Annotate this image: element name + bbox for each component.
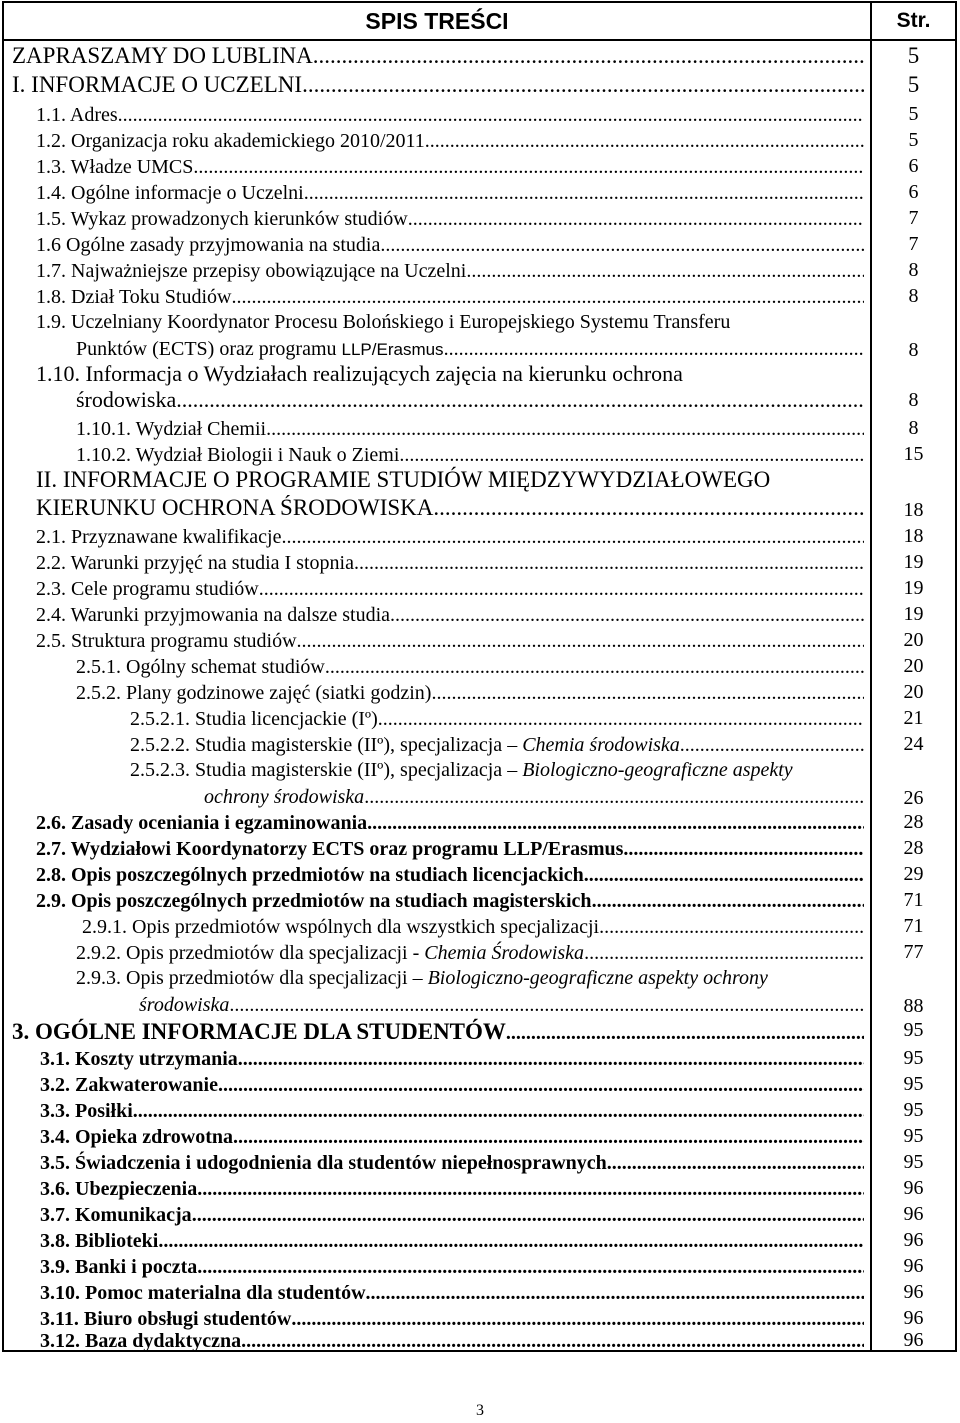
entry-title: 3.3. Posiłki — [40, 1100, 133, 1122]
entry-page: 15 — [903, 443, 924, 465]
entry-title-italic: Biologiczno-geograficzne aspekty — [522, 759, 793, 781]
entry-title: 3.12. Baza dydaktyczna — [40, 1330, 242, 1352]
entry-page: 6 — [908, 155, 919, 177]
toc-header — [4, 3, 955, 41]
entry-title: II. INFORMACJE O PROGRAMIE STUDIÓW MIĘDZYWYDZIAŁOWEGO — [36, 467, 771, 492]
entry-title: 2.5.2.3. Studia magisterskie (IIº), specjalizacja – — [130, 759, 523, 781]
entry-title: 3.9. Banki i poczta — [40, 1256, 198, 1278]
entry-page: 96 — [903, 1177, 924, 1199]
entry-title-cont: środowiska — [139, 994, 230, 1016]
entry-title: 2.7. Wydziałowi Koordynatorzy ECTS oraz programu LLP/Erasmus — [36, 838, 624, 860]
entry-page: 7 — [908, 233, 919, 255]
entry-page: 95 — [903, 1151, 924, 1173]
entry-title: 2.3. Cele programu studiów — [36, 578, 259, 600]
entry-page: 19 — [903, 577, 924, 599]
entry-page: 96 — [903, 1329, 924, 1351]
entry-title: 3.8. Biblioteki — [40, 1230, 159, 1252]
entry-title: 2.5.2. Plany godzinowe zajęć (siatki godzin) — [76, 682, 432, 704]
entry-title: 2.6. Zasady oceniania i egzaminowania — [36, 812, 368, 834]
entry-title: 1.6 Ogólne zasady przyjmowania na studia — [36, 234, 381, 256]
entry-title: 3.10. Pomoc materialna dla studentów — [40, 1282, 366, 1304]
entry-title: 2.5.2.1. Studia licencjackie (Iº) — [130, 708, 378, 730]
entry-page: 95 — [903, 1019, 924, 1041]
entry-title-italic: Chemia środowiska — [522, 734, 680, 756]
entry-page: 71 — [903, 889, 924, 911]
entry-title-italic: Chemia Środowiska — [424, 942, 585, 964]
entry-page: 7 — [908, 207, 919, 229]
entry-title: 1.3. Władze UMCS — [36, 156, 194, 178]
entry-title: 1.9. Uczelniany Koordynator Procesu Bolońskiego i Europejskiego Systemu Transferu — [36, 311, 731, 333]
entry-title: 1.7. Najważniejsze przepisy obowiązujące na Uczelni — [36, 260, 467, 282]
entry-page: 28 — [903, 837, 924, 859]
entry-title: 1.1. Adres — [36, 104, 118, 126]
entry-title: I. INFORMACJE O UCZELNI — [12, 72, 303, 97]
entry-title: 1.4. Ogólne informacje o Uczelni — [36, 182, 304, 204]
toc-title: SPIS TREŚCI — [365, 8, 509, 34]
entry-title: 3.6. Ubezpieczenia — [40, 1178, 198, 1200]
entry-title-italic: Biologiczno-geograficzne aspekty ochrony — [427, 967, 768, 989]
entry-title-cont: Punktów (ECTS) oraz programu — [76, 338, 342, 360]
entry-page: 5 — [907, 72, 920, 97]
entry-page: 96 — [903, 1229, 924, 1251]
entry-page: 88 — [903, 995, 924, 1017]
entry-page: 96 — [903, 1307, 924, 1329]
entry-title: 2.9.1. Opis przedmiotów wspólnych dla wszystkich specjalizacji — [82, 916, 600, 938]
entry-title: 2.9.3. Opis przedmiotów dla specjalizacji – — [76, 967, 428, 989]
entry-page: 8 — [908, 417, 919, 439]
entry-page: 8 — [908, 339, 919, 361]
entry-title: 3.2. Zakwaterowanie — [40, 1074, 218, 1096]
entry-title: 2.2. Warunki przyjęć na studia I stopnia — [36, 552, 354, 574]
page-number: 3 — [476, 1402, 484, 1419]
entry-title: 3.11. Biuro obsługi studentów — [40, 1308, 292, 1330]
entry-title: 2.5. Struktura programu studiów — [36, 630, 297, 652]
entry-title: 1.2. Organizacja roku akademickiego 2010/2011 — [36, 130, 425, 152]
entry-page: 8 — [908, 285, 919, 307]
entry-page: 6 — [908, 181, 919, 203]
entry-page: 20 — [903, 629, 924, 651]
entry-title: 2.8. Opis poszczególnych przedmiotów na studiach licencjackich — [36, 864, 584, 886]
entry-page: 5 — [907, 43, 920, 68]
entry-page: 24 — [903, 733, 924, 755]
entry-title: 1.8. Dział Toku Studiów — [36, 286, 232, 308]
entry-page: 95 — [903, 1047, 924, 1069]
entry-page: 8 — [908, 389, 919, 411]
entry-page: 95 — [903, 1099, 924, 1121]
entry-page: 20 — [903, 655, 924, 677]
entry-title-tail: LLP/Erasmus — [341, 340, 444, 359]
entry-page: 5 — [908, 129, 919, 151]
entry-title: 3.7. Komunikacja — [40, 1204, 192, 1226]
entry-page: 77 — [903, 941, 924, 963]
entry-title-cont: ochrony środowiska — [204, 786, 365, 808]
entry-title: 1.10.2. Wydział Biologii i Nauk o Ziemi — [76, 444, 400, 466]
entry-title-cont: środowiska — [76, 387, 177, 412]
entry-page: 96 — [903, 1255, 924, 1277]
entry-title: ZAPRASZAMY DO LUBLINA — [12, 43, 313, 68]
entry-title: 2.1. Przyznawane kwalifikacje — [36, 526, 282, 548]
toc-table — [2, 1, 957, 1352]
entry-title: 1.10. Informacja o Wydziałach realizujących zajęcia na kierunku ochrona — [36, 361, 683, 386]
entry-page: 26 — [903, 787, 924, 809]
entry-title: 3.5. Świadczenia i udogodnienia dla studentów niepełnosprawnych — [40, 1152, 607, 1174]
entry-page: 18 — [903, 525, 924, 547]
entry-page: 96 — [903, 1281, 924, 1303]
entry-page: 29 — [903, 863, 924, 885]
entry-page: 21 — [903, 707, 924, 729]
entry-title: 3.1. Koszty utrzymania — [40, 1048, 238, 1070]
entry-title-cont: KIERUNKU OCHRONA ŚRODOWISKA — [36, 495, 434, 520]
entry-page: 20 — [903, 681, 924, 703]
entry-page: 19 — [903, 551, 924, 573]
entry-title: 2.5.2.2. Studia magisterskie (IIº), specjalizacja – — [130, 734, 523, 756]
page-column-label: Str. — [896, 9, 931, 32]
entry-page: 18 — [903, 499, 924, 521]
entry-page: 5 — [908, 103, 919, 125]
entry-page: 96 — [903, 1203, 924, 1225]
entry-page: 95 — [903, 1073, 924, 1095]
entry-title: 2.9. Opis poszczególnych przedmiotów na studiach magisterskich — [36, 890, 592, 912]
entry-title: 1.5. Wykaz prowadzonych kierunków studiów — [36, 208, 408, 230]
entry-title: 3.4. Opieka zdrowotna — [40, 1126, 233, 1148]
entry-title: 2.4. Warunki przyjmowania na dalsze studia — [36, 604, 391, 626]
entry-page: 95 — [903, 1125, 924, 1147]
entry-title: 2.9.2. Opis przedmiotów dla specjalizacji - — [76, 942, 425, 964]
entry-page: 8 — [908, 259, 919, 281]
entry-title: 3. OGÓLNE INFORMACJE DLA STUDENTÓW — [12, 1019, 506, 1044]
entry-title: 1.10.1. Wydział Chemii — [76, 418, 267, 440]
entry-title: 2.5.1. Ogólny schemat studiów — [76, 656, 325, 678]
entry-page: 19 — [903, 603, 924, 625]
entry-page: 71 — [903, 915, 924, 937]
entry-page: 28 — [903, 811, 924, 833]
